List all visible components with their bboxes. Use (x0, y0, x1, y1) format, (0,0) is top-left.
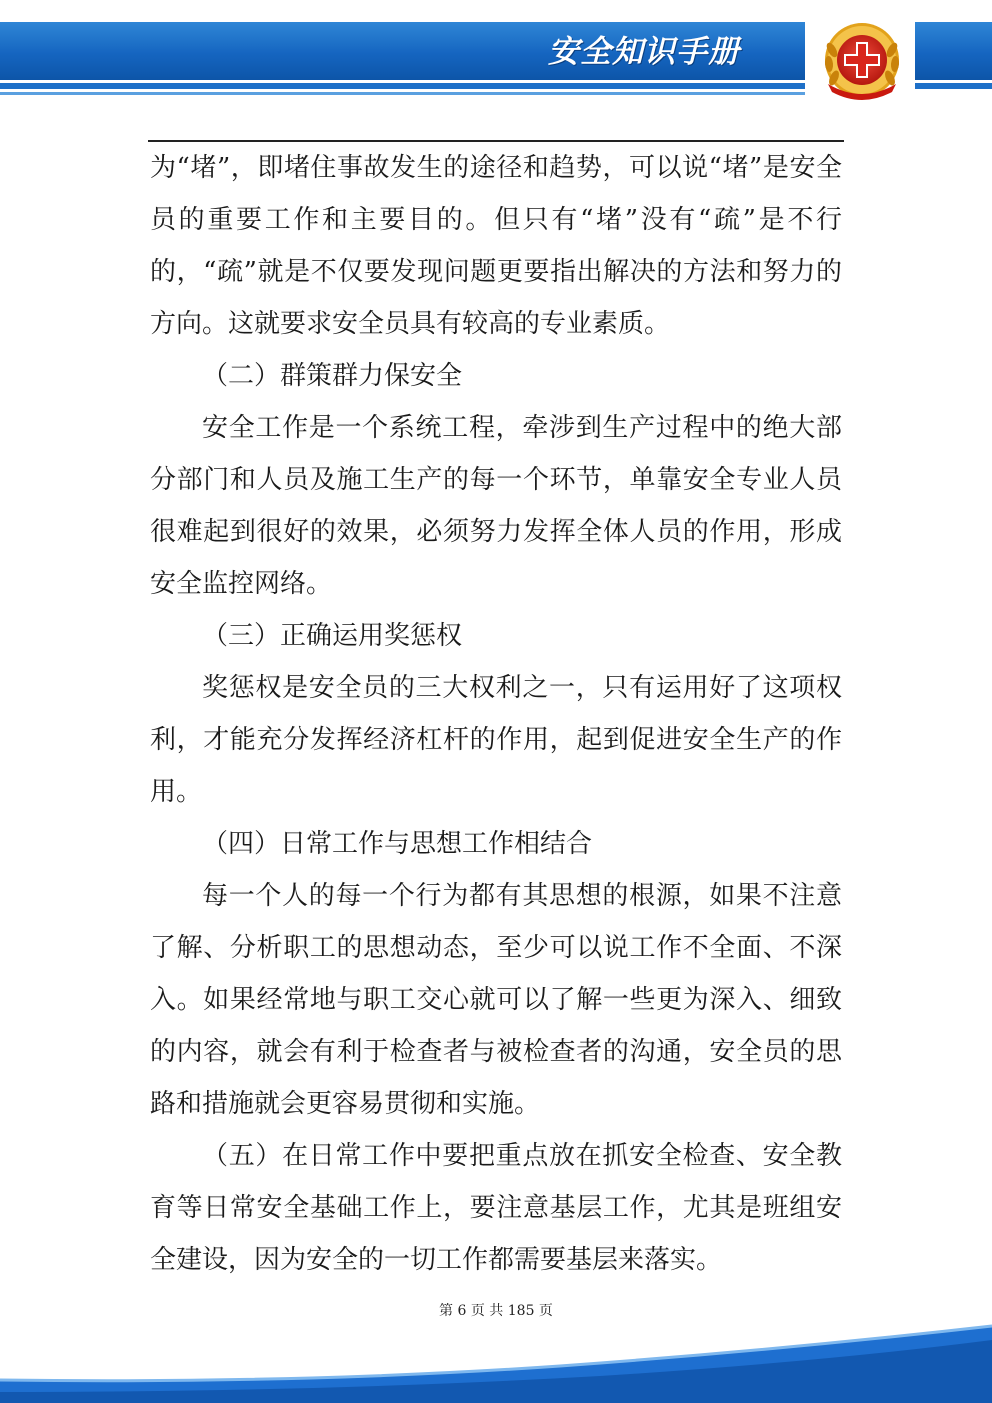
header-stripe-right (915, 83, 992, 89)
paragraph-continuation: 为“堵”，即堵住事故发生的途径和趋势，可以说“堵”是安全员的重要工作和主要目的。但只有“堵”没有“疏”是不行的，“疏”就是不仅要发现问题更要指出解决的方法和努力的方向。这就要求安全员具有较高的专业素质。 (150, 153, 842, 339)
section-heading-4: （四）日常工作与思想工作相结合 (202, 829, 593, 859)
paragraph: 安全工作是一个系统工程，牵涉到生产过程中的绝大部分部门和人员及施工生产的每一个环节，单靠安全专业人员很难起到很好的效果，必须努力发挥全体人员的作用，形成安全监控网络。 (150, 413, 842, 599)
footer-wave-decoration (0, 1318, 992, 1403)
manual-title: 安全知识手册 (548, 34, 740, 70)
document-body (150, 142, 842, 1286)
header-stripe-thin (0, 92, 805, 95)
header-stripe (0, 83, 805, 89)
paragraph: 奖惩权是安全员的三大权利之一，只有运用好了这项权利，才能充分发挥经济杠杆的作用，起到促进安全生产的作用。 (150, 673, 842, 807)
red-cross-emblem-icon (814, 20, 910, 100)
section-5-paragraph: （五）在日常工作中要把重点放在抓安全检查、安全教育等日常安全基础工作上，要注意基层工作，尤其是班组安全建设，因为安全的一切工作都需要基层来落实。 (150, 1141, 842, 1275)
header-band-right (915, 22, 992, 80)
section-heading-2: （二）群策群力保安全 (202, 361, 463, 391)
page-number: 第 6 页 共 185 页 (439, 1303, 553, 1319)
section-heading-3: （三）正确运用奖惩权 (202, 621, 463, 651)
paragraph: 每一个人的每一个行为都有其思想的根源，如果不注意了解、分析职工的思想动态，至少可以说工作不全面、不深入。如果经常地与职工交心就可以了解一些更为深入、细致的内容，就会有利于检查者与被检查者的沟通，安全员的思路和措施就会更容易贯彻和实施。 (150, 881, 842, 1119)
